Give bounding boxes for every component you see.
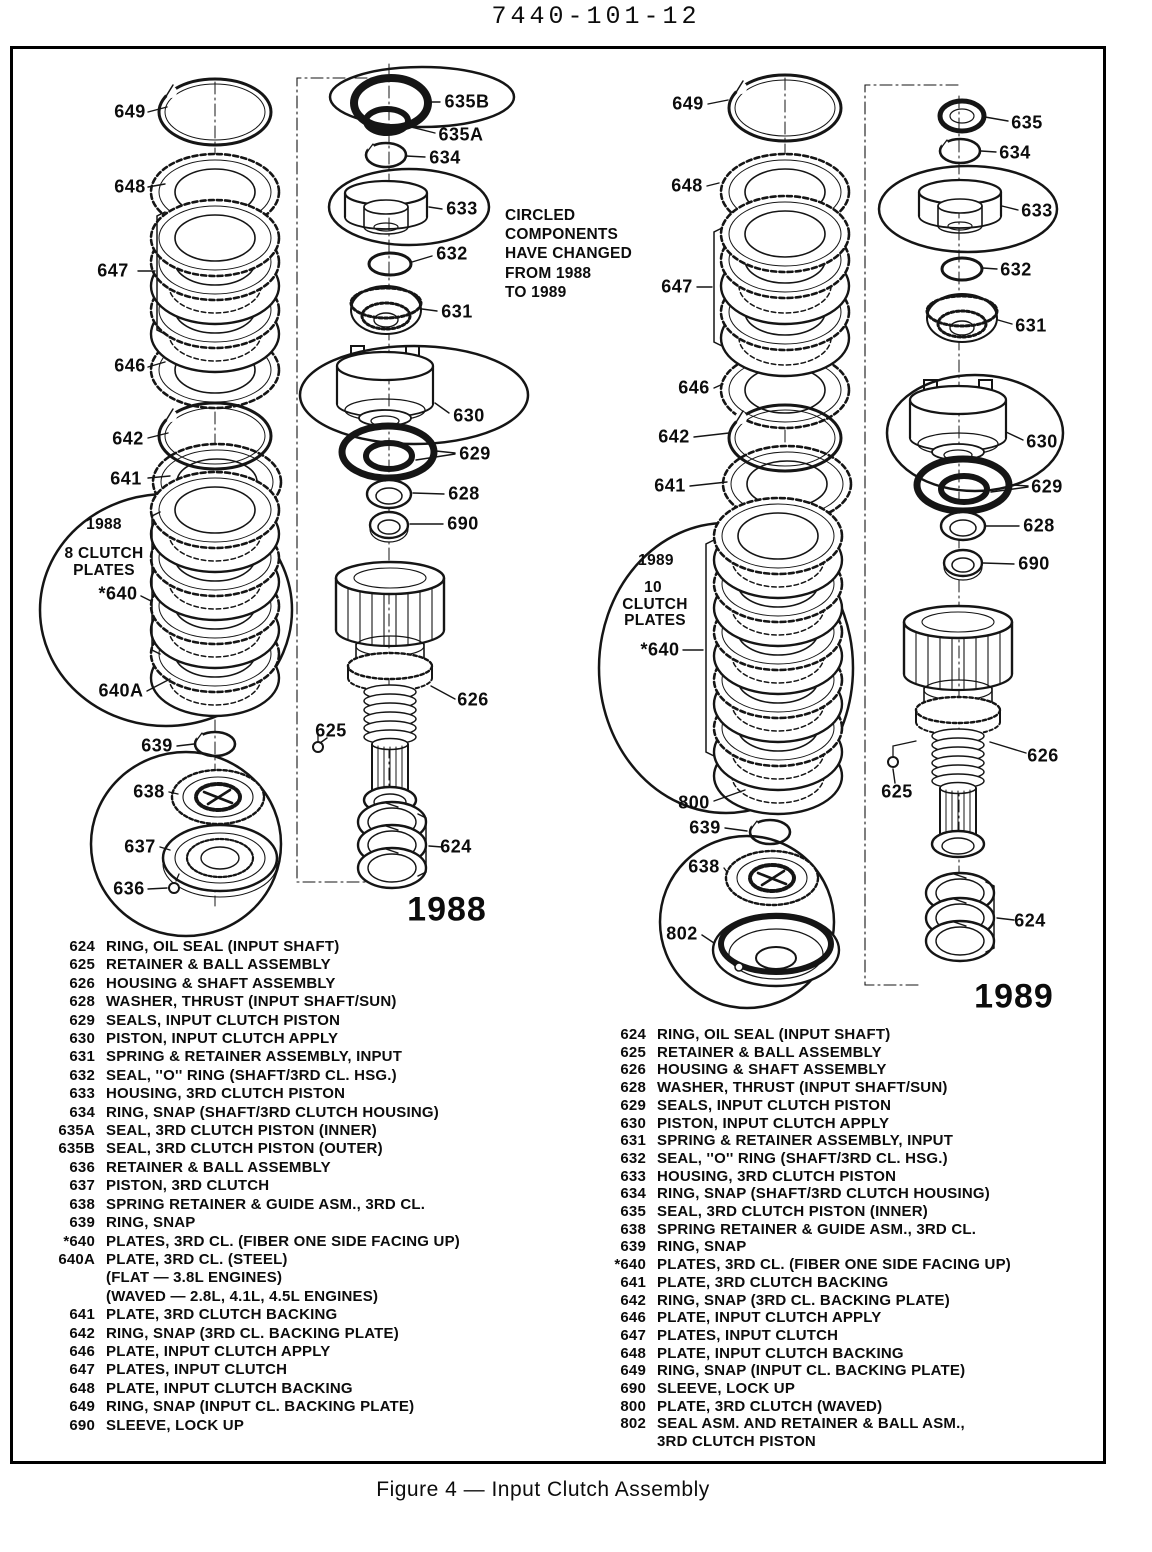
part-description: HOUSING, 3RD CLUTCH PISTON [657, 1167, 897, 1185]
part-number: 649 [620, 1362, 646, 1380]
parts-list-row [600, 1132, 1011, 1150]
part-number: 638 [69, 1195, 95, 1213]
part-description: PISTON, INPUT CLUTCH APPLY [657, 1114, 890, 1132]
part-callout-640: *640 [98, 583, 138, 604]
part-callout-634: 634 [429, 147, 461, 168]
part-number: 635 [620, 1203, 646, 1221]
parts-list-row [45, 1417, 460, 1435]
part-number: 636 [69, 1158, 95, 1176]
part-callout-802: 802 [666, 923, 698, 944]
leader-line [998, 320, 1012, 324]
parts-list-row [45, 1306, 460, 1324]
leader-line [724, 868, 727, 872]
part-callout-1989: 1989 [974, 977, 1054, 1016]
part-callout-10: 10 [644, 579, 662, 596]
part-callout-690: 690 [1018, 553, 1050, 574]
parts-list-row [45, 938, 460, 956]
part-callout-plates: PLATES [624, 612, 686, 629]
parts-list-row [600, 1221, 1011, 1239]
part-description: PLATE, 3RD CLUTCH BACKING [106, 1306, 338, 1324]
part-number: 641 [620, 1273, 646, 1291]
leader-line [413, 493, 444, 494]
parts-list-row [45, 1196, 460, 1214]
parts-list-row [45, 1159, 460, 1177]
parts-list-row [45, 1012, 460, 1030]
part-callout-629: 629 [459, 443, 491, 464]
part-number: 624 [69, 938, 95, 955]
part-number: 648 [69, 1379, 95, 1397]
parts-list-row [600, 1398, 1011, 1416]
part-callout-635a: 635A [438, 124, 484, 145]
part-description: WASHER, THRUST (INPUT SHAFT/SUN) [657, 1079, 948, 1097]
parts-list-row [45, 993, 460, 1011]
part-callout-1989: 1989 [638, 552, 674, 569]
leader-line [412, 256, 432, 262]
parts-list-row [45, 1325, 460, 1343]
parts-list-row [45, 1048, 460, 1066]
left-plate-stack-1988 [40, 79, 292, 936]
part-description: SEAL, 3RD CLUTCH PISTON (INNER) [106, 1122, 377, 1140]
part-callout-632: 632 [1000, 259, 1032, 280]
part-number: 628 [69, 993, 95, 1011]
parts-list-row [600, 1203, 1011, 1221]
parts-list-row [600, 1415, 1011, 1433]
parts-list-row [45, 1380, 460, 1398]
leader-line [983, 268, 997, 269]
parts-list-row [600, 1256, 1011, 1274]
part-callout-625: 625 [315, 720, 347, 741]
part-number: 631 [620, 1132, 646, 1150]
part-number: 626 [69, 974, 95, 992]
parts-list-row [600, 1185, 1011, 1203]
part-description: 3RD CLUTCH PISTON [657, 1433, 816, 1451]
parts-list-row [600, 1026, 1011, 1044]
part-description: RING, SNAP [106, 1214, 196, 1232]
parts-list-row [600, 1309, 1011, 1327]
parts-list-row [45, 1361, 460, 1379]
leader-line [406, 156, 425, 157]
leader-line [990, 742, 1026, 753]
part-callout-646: 646 [114, 355, 146, 376]
figure-caption: Figure 4 — Input Clutch Assembly [376, 1478, 710, 1501]
part-description: SPRING & RETAINER ASSEMBLY, INPUT [657, 1132, 954, 1150]
leader-line [1002, 206, 1018, 210]
part-description: PISTON, INPUT CLUTCH APPLY [106, 1030, 339, 1048]
parts-list-row [600, 1362, 1011, 1380]
part-description: (FLAT — 3.8L ENGINES) [106, 1269, 283, 1287]
part-callout-640: *640 [640, 639, 680, 660]
part-callout-635b: 635B [444, 91, 490, 112]
part-callout-635: 635 [1011, 112, 1043, 133]
part-number: 625 [620, 1043, 646, 1061]
part-description: (WAVED — 2.8L, 4.1L, 4.5L ENGINES) [106, 1287, 379, 1305]
parts-list-row [45, 1288, 460, 1306]
parts-list-row [600, 1327, 1011, 1345]
parts-list-row [600, 1044, 1011, 1062]
part-description: RING, SNAP (3RD CL. BACKING PLATE) [106, 1324, 399, 1342]
part-callout-8-clutch: 8 CLUTCH [64, 545, 144, 562]
part-number [600, 1433, 646, 1451]
part-description: RING, SNAP (SHAFT/3RD CLUTCH HOUSING) [106, 1103, 439, 1121]
seal-retainer-asm-802-icon [713, 914, 839, 986]
part-number: 690 [69, 1416, 95, 1434]
parts-list-row [600, 1380, 1011, 1398]
part-callout-630: 630 [453, 405, 485, 426]
part-number: 628 [620, 1079, 646, 1097]
part-callout-633: 633 [446, 198, 478, 219]
part-number: *640 [63, 1232, 95, 1250]
part-number: 630 [69, 1030, 95, 1048]
parts-list-1988 [45, 938, 460, 1435]
part-callout-646: 646 [678, 377, 710, 398]
part-number: 638 [620, 1220, 646, 1238]
leader-line [177, 744, 194, 746]
part-callout-clutch: CLUTCH [622, 596, 688, 613]
part-description: RING, SNAP (INPUT CL. BACKING PLATE) [106, 1398, 415, 1416]
change-note-line: HAVE CHANGED [505, 245, 632, 263]
part-description: PLATE, INPUT CLUTCH APPLY [657, 1309, 882, 1327]
parts-list-row [600, 1238, 1011, 1256]
part-number: 635B [58, 1140, 95, 1158]
part-callout-647: 647 [661, 276, 693, 297]
part-number: 646 [69, 1342, 95, 1360]
parts-list-row [45, 956, 460, 974]
part-description: SPRING RETAINER & GUIDE ASM., 3RD CL. [657, 1220, 977, 1238]
parts-list-row [600, 1061, 1011, 1079]
leader-line [702, 935, 714, 943]
part-description: WASHER, THRUST (INPUT SHAFT/SUN) [106, 993, 397, 1011]
part-number: 629 [620, 1096, 646, 1114]
part-callout-636: 636 [113, 878, 145, 899]
part-number: 640A [58, 1250, 95, 1268]
part-number: 624 [620, 1026, 646, 1043]
part-number: 647 [69, 1361, 95, 1379]
part-callout-630: 630 [1026, 431, 1058, 452]
part-description: PLATE, INPUT CLUTCH BACKING [657, 1344, 904, 1362]
middle-column-parts-1988 [300, 67, 528, 888]
part-number: 639 [69, 1214, 95, 1232]
part-description: SEAL, ''O'' RING (SHAFT/3RD CL. HSG.) [657, 1149, 948, 1167]
part-number: 632 [69, 1066, 95, 1084]
part-description: SEALS, INPUT CLUTCH PISTON [657, 1096, 892, 1114]
parts-list-row [45, 1030, 460, 1048]
part-callout-plates: PLATES [73, 562, 135, 579]
part-number: 637 [69, 1177, 95, 1195]
right-plate-stack-1989 [599, 75, 853, 1008]
parts-list-row [600, 1097, 1011, 1115]
part-description: SEALS, INPUT CLUTCH PISTON [106, 1011, 341, 1029]
part-callout-638: 638 [688, 856, 720, 877]
part-callout-639: 639 [689, 817, 721, 838]
change-note [505, 206, 632, 302]
leader-line [694, 433, 729, 437]
part-callout-634: 634 [999, 142, 1031, 163]
part-callout-633: 633 [1021, 200, 1053, 221]
part-number: 648 [620, 1344, 646, 1362]
part-description: PLATES, INPUT CLUTCH [106, 1361, 288, 1379]
part-number: 626 [620, 1061, 646, 1079]
leader-line [1006, 432, 1023, 440]
leader-line [985, 117, 1008, 121]
part-callout-625: 625 [881, 781, 913, 802]
part-callout-638: 638 [133, 781, 165, 802]
part-callout-632: 632 [436, 243, 468, 264]
part-number: 634 [620, 1185, 646, 1203]
parts-list-row [45, 1233, 460, 1251]
part-number: 639 [620, 1238, 646, 1256]
part-number: 649 [69, 1398, 95, 1416]
part-callout-637: 637 [124, 836, 156, 857]
part-description: SPRING & RETAINER ASSEMBLY, INPUT [106, 1048, 403, 1066]
part-callout-626: 626 [1027, 745, 1059, 766]
part-number: 633 [69, 1085, 95, 1103]
part-description: SLEEVE, LOCK UP [657, 1380, 796, 1398]
parts-list-row [600, 1079, 1011, 1097]
part-description: RETAINER & BALL ASSEMBLY [106, 1158, 331, 1176]
leader-line [708, 100, 728, 104]
leader-line [141, 596, 151, 601]
part-description: RETAINER & BALL ASSEMBLY [657, 1043, 882, 1061]
parts-list-row [45, 1269, 460, 1287]
parts-list-row [45, 1067, 460, 1085]
part-callout-648: 648 [671, 175, 703, 196]
part-description: PLATE, INPUT CLUTCH APPLY [106, 1342, 331, 1360]
part-callout-631: 631 [441, 301, 473, 322]
part-number: 625 [69, 956, 95, 974]
parts-list-row [45, 1177, 460, 1195]
part-number: 641 [69, 1306, 95, 1324]
part-number: 802 [620, 1415, 646, 1433]
part-number: 633 [620, 1167, 646, 1185]
third-clutch-piston-icon [163, 825, 277, 897]
part-description: PLATES, 3RD CL. (FIBER ONE SIDE FACING UP) [106, 1232, 460, 1250]
part-number: *640 [614, 1256, 646, 1274]
part-callout-626: 626 [457, 689, 489, 710]
part-number: 642 [69, 1324, 95, 1342]
part-callout-649: 649 [114, 101, 146, 122]
part-callout-648: 648 [114, 176, 146, 197]
part-description: RING, OIL SEAL (INPUT SHAFT) [106, 938, 340, 955]
part-callout-641: 641 [110, 468, 142, 489]
part-callout-640a: 640A [98, 680, 144, 701]
part-description: RING, SNAP (SHAFT/3RD CLUTCH HOUSING) [657, 1185, 990, 1203]
part-callout-800: 800 [678, 792, 710, 813]
part-callout-628: 628 [1023, 515, 1055, 536]
part-number: 635A [58, 1122, 95, 1140]
parts-list-row [45, 1214, 460, 1232]
part-description: SEAL, ''O'' RING (SHAFT/3RD CL. HSG.) [106, 1066, 397, 1084]
part-number [45, 1288, 95, 1306]
leader-line [148, 888, 167, 889]
leader-line [435, 403, 449, 413]
part-callout-1988: 1988 [407, 890, 487, 929]
part-callout-649: 649 [672, 93, 704, 114]
part-callout-642: 642 [112, 428, 144, 449]
part-description: PLATE, 3RD CL. (STEEL) [106, 1250, 288, 1268]
part-description: PLATE, INPUT CLUTCH BACKING [106, 1379, 353, 1397]
part-description: HOUSING & SHAFT ASSEMBLY [106, 974, 336, 992]
parts-list-row [45, 1085, 460, 1103]
part-callout-647: 647 [97, 260, 129, 281]
part-description: RING, SNAP (3RD CL. BACKING PLATE) [657, 1291, 950, 1309]
part-description: HOUSING, 3RD CLUTCH PISTON [106, 1085, 346, 1103]
parts-list-1989 [600, 1026, 1011, 1451]
part-number: 630 [620, 1114, 646, 1132]
leader-line [981, 151, 996, 152]
parts-list-row [600, 1433, 1011, 1451]
parts-list-row [45, 1104, 460, 1122]
part-description: RING, OIL SEAL (INPUT SHAFT) [657, 1026, 891, 1043]
document-number: 7440-101-12 [491, 2, 701, 31]
part-description: RING, SNAP [657, 1238, 747, 1256]
part-description: PISTON, 3RD CLUTCH [106, 1177, 270, 1195]
part-callout-1988: 1988 [86, 516, 122, 533]
part-description: SEAL, 3RD CLUTCH PISTON (INNER) [657, 1203, 928, 1221]
part-callout-624: 624 [440, 836, 472, 857]
part-description: PLATE, 3RD CLUTCH (WAVED) [657, 1397, 883, 1415]
parts-list-row [45, 1398, 460, 1416]
part-callout-641: 641 [654, 475, 686, 496]
leader-line [983, 563, 1014, 564]
part-description: PLATES, INPUT CLUTCH [657, 1326, 839, 1344]
parts-list-row [600, 1274, 1011, 1292]
leader-line [148, 107, 167, 112]
part-number: 632 [620, 1149, 646, 1167]
part-description: PLATE, 3RD CLUTCH BACKING [657, 1273, 889, 1291]
parts-list-row [45, 1122, 460, 1140]
part-number: 800 [620, 1397, 646, 1415]
part-number: 634 [69, 1103, 95, 1121]
leader-line [690, 482, 727, 486]
leader-line [429, 207, 442, 209]
parts-list-row [600, 1168, 1011, 1186]
leader-line [1013, 485, 1028, 486]
change-note-line: COMPONENTS [505, 226, 619, 244]
part-number: 690 [620, 1380, 646, 1398]
part-callout-629: 629 [1031, 476, 1063, 497]
parts-list-row [45, 1343, 460, 1361]
parts-list-row [45, 975, 460, 993]
part-description: SEAL, 3RD CLUTCH PISTON (OUTER) [106, 1140, 383, 1158]
leader-line [431, 686, 455, 699]
leader-line [707, 183, 719, 186]
part-description: RING, SNAP (INPUT CL. BACKING PLATE) [657, 1362, 966, 1380]
change-note-line: CIRCLED [505, 207, 576, 224]
part-number: 642 [620, 1291, 646, 1309]
parts-list-row [600, 1292, 1011, 1310]
leader-line [725, 828, 747, 831]
part-number: 646 [620, 1309, 646, 1327]
parts-list-row [45, 1140, 460, 1158]
part-callout-690: 690 [447, 513, 479, 534]
part-number: 629 [69, 1011, 95, 1029]
leader-line [997, 918, 1014, 920]
part-callout-624: 624 [1014, 910, 1046, 931]
part-description: SEAL ASM. AND RETAINER & BALL ASM., [657, 1415, 965, 1433]
part-callout-642: 642 [658, 426, 690, 447]
part-callout-631: 631 [1015, 315, 1047, 336]
part-description: RETAINER & BALL ASSEMBLY [106, 956, 331, 974]
change-note-line: FROM 1988 [505, 264, 592, 282]
part-description: PLATES, 3RD CL. (FIBER ONE SIDE FACING UP) [657, 1256, 1011, 1274]
part-description: SLEEVE, LOCK UP [106, 1416, 245, 1434]
leader-line [436, 451, 455, 453]
part-number [45, 1269, 95, 1287]
leader-line [422, 309, 437, 311]
parts-list-row [600, 1115, 1011, 1133]
parts-list-row [45, 1251, 460, 1269]
part-description: HOUSING & SHAFT ASSEMBLY [657, 1061, 887, 1079]
part-description: SPRING RETAINER & GUIDE ASM., 3RD CL. [106, 1195, 426, 1213]
parts-list-row [600, 1150, 1011, 1168]
part-number: 631 [69, 1048, 95, 1066]
part-callout-628: 628 [448, 483, 480, 504]
parts-list-row [600, 1345, 1011, 1363]
change-note-line: TO 1989 [505, 283, 567, 301]
part-number: 647 [620, 1326, 646, 1344]
part-callout-639: 639 [141, 735, 173, 756]
